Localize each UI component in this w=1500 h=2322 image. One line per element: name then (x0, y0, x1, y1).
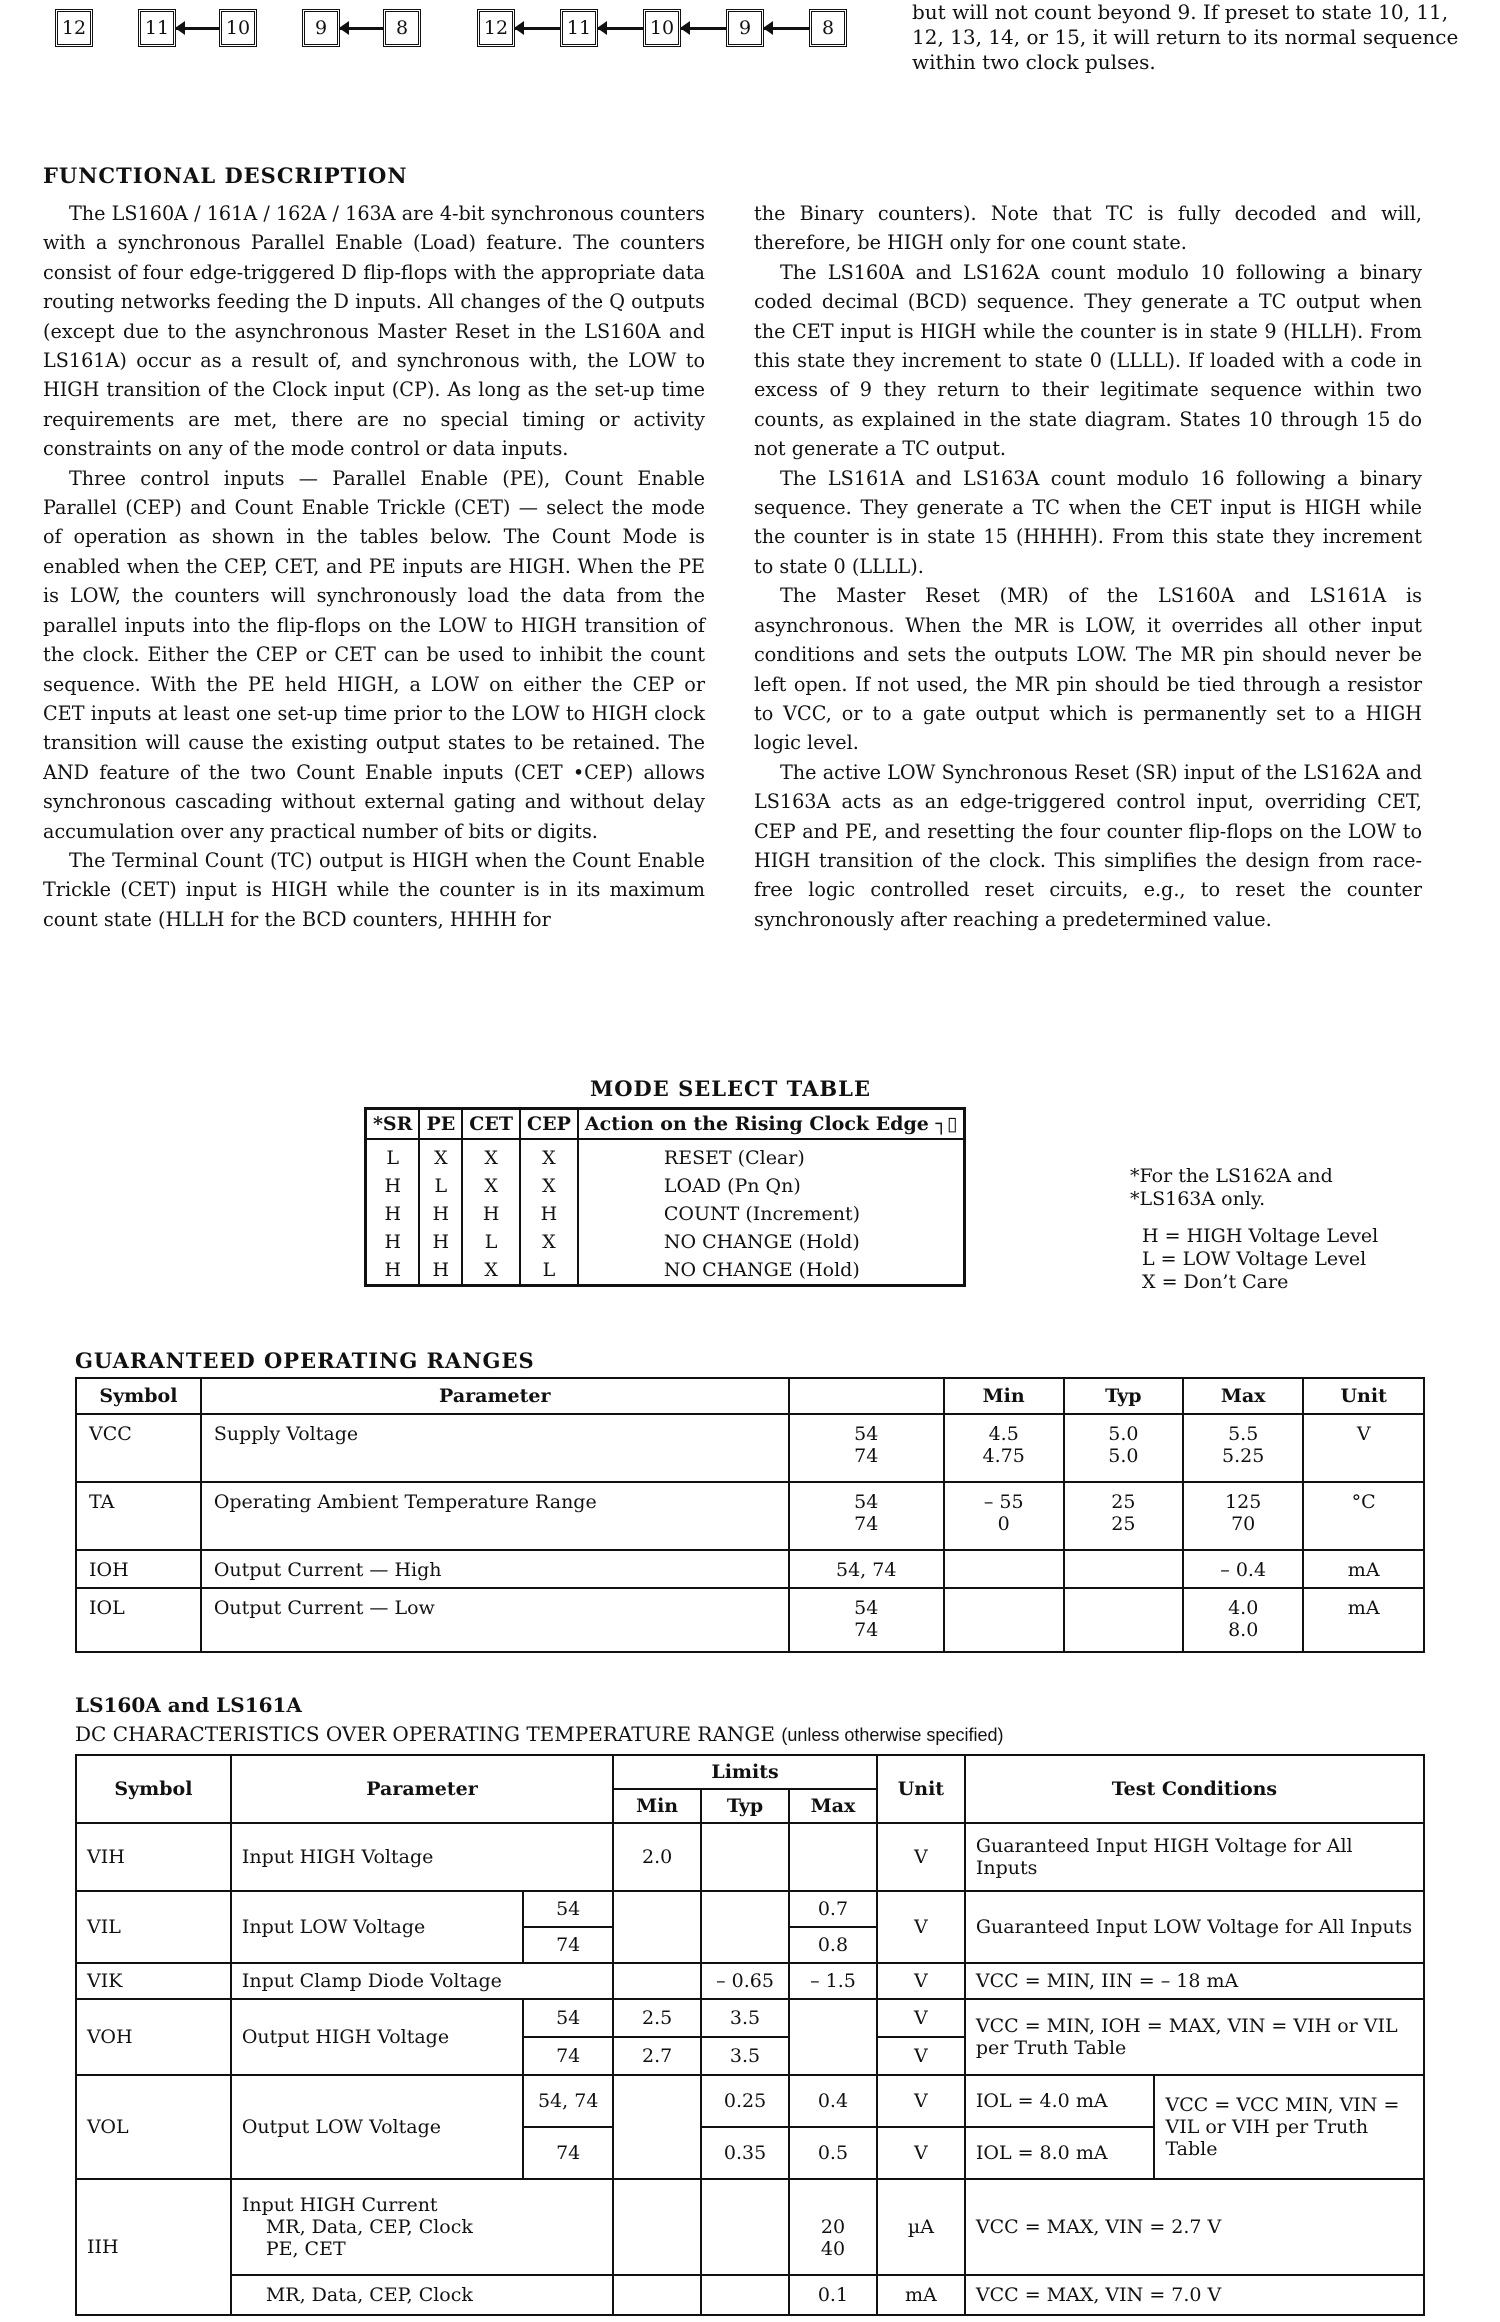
column-header: PE (419, 1109, 462, 1140)
table-row (76, 2075, 1424, 2127)
cell: H (419, 1200, 462, 1228)
state-box: 12 (55, 9, 93, 47)
cell (1064, 1550, 1183, 1588)
column-header (789, 1378, 944, 1414)
cell-line: 5.0 (1108, 1445, 1139, 1467)
cell (1064, 1482, 1183, 1550)
cell: Input HIGH Voltage (231, 1823, 613, 1891)
cell: Output Current — High (201, 1550, 789, 1588)
table-row (76, 1999, 1424, 2037)
footnote-line: *LS163A only. (1130, 1188, 1266, 1210)
cell (1064, 1588, 1183, 1652)
cell-line: 4.75 (982, 1445, 1025, 1467)
cell: 0.35 (701, 2127, 789, 2179)
paragraph: Three control inputs — Parallel Enable (PE), Count Enable Parallel (CEP) and Count Enable Trickle (CET) — select the mode of operation as shown in the tables below. The Count Mode is enabled when the CEP, CET, and PE inputs are HIGH. When the PE is LOW, the counters will synchronously load the data from the parallel inputs into the flip-flops on the LOW to HIGH transition of the clock. Either the CEP or CET can be used to inhibit the count sequence. With the PE held HIGH, a LOW on either the CEP or CET inputs at least one set-up time prior to the LOW to HIGH clock transition will cause the existing output states to be retained. The AND feature of the two Count Enable inputs (CET •CEP) allows synchronous cascading without external gating and without delay accumulation over any practical number of bits or digits. (43, 466, 705, 843)
state-arrow (764, 27, 809, 30)
table-row (76, 1414, 1424, 1482)
cell: V (877, 2037, 965, 2075)
column-header: Typ (1064, 1378, 1183, 1414)
cell (701, 1891, 789, 1963)
cell-line: 5.25 (1222, 1445, 1265, 1467)
cell: NO CHANGE (Hold) (578, 1256, 965, 1286)
cell-line: 74 (854, 1619, 879, 1641)
mode-select-table (364, 1107, 966, 1287)
cell: Supply Voltage (201, 1414, 789, 1482)
cell: TA (76, 1482, 201, 1550)
cell: 54 (523, 1891, 613, 1927)
cell-line: 54 (854, 1423, 879, 1445)
cell: 0.1 (789, 2275, 877, 2315)
cell: IOL = 4.0 mA (965, 2075, 1155, 2127)
dc-subtitle-text: DC CHARACTERISTICS OVER OPERATING TEMPERATURE RANGE (75, 1722, 775, 1746)
state-arrow (681, 27, 726, 30)
legend-line: H = HIGH Voltage Level (1142, 1225, 1379, 1247)
cell: V (1303, 1414, 1424, 1482)
cell-line: 74 (854, 1445, 879, 1467)
cell: COUNT (Increment) (578, 1200, 965, 1228)
cell (613, 2275, 701, 2315)
cell (701, 2275, 789, 2315)
cell-line: 4.5 (988, 1423, 1019, 1445)
column-header: *SR (366, 1109, 420, 1140)
column-header: Test Conditions (965, 1755, 1424, 1823)
dc-characteristics-table (75, 1754, 1425, 2316)
cell: 2.5 (613, 1999, 701, 2037)
cell (944, 1550, 1064, 1588)
cell (1183, 1414, 1303, 1482)
table-row (76, 1823, 1424, 1891)
state-box: 10 (643, 9, 681, 47)
cell: V (877, 1999, 965, 2037)
cell: °C (1303, 1482, 1424, 1550)
cell: V (877, 1891, 965, 1963)
state-box: 9 (726, 9, 764, 47)
cell: Input Clamp Diode Voltage (231, 1963, 613, 1999)
cell: Guaranteed Input HIGH Voltage for All Inputs (965, 1823, 1424, 1891)
description-right-column (754, 199, 1422, 934)
cell: VIH (76, 1823, 231, 1891)
cell (613, 2075, 701, 2179)
cell: VCC = MAX, VIN = 2.7 V (965, 2179, 1424, 2275)
cell (944, 1414, 1064, 1482)
cell (613, 1891, 701, 1963)
cell: V (877, 1823, 965, 1891)
column-header: Max (1183, 1378, 1303, 1414)
cell: X (462, 1172, 520, 1200)
top-note-line: 12, 13, 14, or 15, it will return to its normal sequence (912, 25, 1459, 49)
cell-line: 74 (854, 1513, 879, 1535)
cell: VCC = MIN, IOH = MAX, VIN = VIH or VIL per Truth Table (965, 1999, 1424, 2075)
column-header: Symbol (76, 1378, 201, 1414)
cell: H (366, 1200, 420, 1228)
cell: NO CHANGE (Hold) (578, 1228, 965, 1256)
state-box: 8 (383, 9, 421, 47)
cell: RESET (Clear) (578, 1139, 965, 1172)
cell (789, 1588, 944, 1652)
cell: LOAD (Pn Qn) (578, 1172, 965, 1200)
state-box: 12 (477, 9, 515, 47)
cell-line: 54 (854, 1491, 879, 1513)
column-header: Symbol (76, 1755, 231, 1823)
cell: H (520, 1200, 578, 1228)
state-box: 11 (138, 9, 176, 47)
cell: H (366, 1172, 420, 1200)
mode-legend (1142, 1225, 1378, 1294)
cell-line: 25 (1111, 1513, 1136, 1535)
cell (1064, 1414, 1183, 1482)
table-row (366, 1139, 965, 1172)
cell-line: 8.0 (1228, 1619, 1259, 1641)
cell: H (366, 1228, 420, 1256)
cell: MR, Data, CEP, Clock (231, 2275, 613, 2315)
cell (789, 1414, 944, 1482)
cell: L (520, 1256, 578, 1286)
cell: – 0.4 (1183, 1550, 1303, 1588)
cell: VCC = VCC MIN, VIN = VIL or VIH per Truth Table (1154, 2075, 1424, 2179)
cell-line: 25 (1111, 1491, 1136, 1513)
cell: – 0.65 (701, 1963, 789, 1999)
cell (944, 1588, 1064, 1652)
cell: L (366, 1139, 420, 1172)
cell (1183, 1588, 1303, 1652)
top-note-line: within two clock pulses. (912, 50, 1156, 74)
column-header: Limits (613, 1755, 877, 1789)
state-box: 9 (302, 9, 340, 47)
table-row (366, 1200, 965, 1228)
cell-line: 4.0 (1228, 1597, 1259, 1619)
state-box: 11 (560, 9, 598, 47)
cell: µA (877, 2179, 965, 2275)
paragraph: the Binary counters). Note that TC is fully decoded and will, therefore, be HIGH only for one count state. (754, 202, 1422, 255)
cell: X (520, 1228, 578, 1256)
column-header: Typ (701, 1789, 789, 1823)
cell (701, 2179, 789, 2275)
cell: mA (1303, 1588, 1424, 1652)
state-arrow (340, 27, 383, 30)
cell: 2.0 (613, 1823, 701, 1891)
cell: IOH (76, 1550, 201, 1588)
paragraph: The Terminal Count (TC) output is HIGH when the Count Enable Trickle (CET) input is HIGH while the counter is in its maximum count state (HLLH for the BCD counters, HHHH for (43, 848, 705, 931)
cell: Operating Ambient Temperature Range (201, 1482, 789, 1550)
cell: VCC = MIN, IIN = – 18 mA (965, 1963, 1424, 1999)
cell (789, 1482, 944, 1550)
cell: L (419, 1172, 462, 1200)
paragraph: The LS160A / 161A / 162A / 163A are 4-bit synchronous counters with a synchronous Parallel Enable (Load) feature. The counters consist of four edge-triggered D flip-flops with the appropriate data routing networks feeding the D inputs. All changes of the Q outputs (except due to the asynchronous Master Reset in the LS160A and LS161A) occur as a result of, and synchronous with, the LOW to HIGH transition of the Clock input (CP). As long as the set-up time requirements are met, there are no special timing or activity constraints on any of the mode control or data inputs. (43, 202, 705, 461)
cell: 0.25 (701, 2075, 789, 2127)
cell-line: 54 (854, 1597, 879, 1619)
footnote-line: *For the LS162A and (1130, 1165, 1333, 1187)
cell: X (462, 1256, 520, 1286)
cell: 54, 74 (523, 2075, 613, 2127)
cell: Output HIGH Voltage (231, 1999, 523, 2075)
cell: V (877, 1963, 965, 1999)
column-header: Parameter (201, 1378, 789, 1414)
cell (701, 1823, 789, 1891)
cell: VOL (76, 2075, 231, 2179)
legend-line: L = LOW Voltage Level (1142, 1248, 1367, 1270)
paragraph: The active LOW Synchronous Reset (SR) input of the LS162A and LS163A acts as an edge-triggered control input, overriding CET, CEP and PE, and resetting the four counter flip-flops on the LOW to HIGH transition of the clock. This simplifies the design from race-free logic controlled reset circuits, e.g., to reset the counter synchronously after reaching a predetermined value. (754, 760, 1422, 931)
cell-line: 0 (997, 1513, 1010, 1535)
cell (789, 1823, 877, 1891)
cell: VIK (76, 1963, 231, 1999)
cell: Guaranteed Input LOW Voltage for All Inputs (965, 1891, 1424, 1963)
paragraph: The LS160A and LS162A count modulo 10 following a binary coded decimal (BCD) sequence. They generate a TC output when the CET input is HIGH while the counter is in state 9 (HLLH). From this state they increment to state 0 (LLLL). If loaded with a code in excess of 9 they return to their legitimate sequence within two counts, as explained in the state diagram. States 10 through 15 do not generate a TC output. (754, 260, 1422, 461)
cell: 54 (523, 1999, 613, 2037)
cell: IOL (76, 1588, 201, 1652)
cell: 74 (523, 1927, 613, 1963)
table-row (366, 1228, 965, 1256)
column-header: CET (462, 1109, 520, 1140)
paragraph: The LS161A and LS163A count modulo 16 following a binary sequence. They generate a TC when the CET input is HIGH while the counter is in state 15 (HHHH). From this state they increment to state 0 (LLLL). (754, 466, 1422, 578)
cell: 3.5 (701, 1999, 789, 2037)
cell: H (419, 1228, 462, 1256)
section-heading: FUNCTIONAL DESCRIPTION (43, 163, 408, 188)
cell: 54, 74 (789, 1550, 944, 1588)
cell: H (366, 1256, 420, 1286)
table-row (76, 1588, 1424, 1652)
cell: IIH (76, 2179, 231, 2315)
table-row (76, 1550, 1424, 1588)
cell: X (419, 1139, 462, 1172)
cell: VOH (76, 1999, 231, 2075)
cell: – 1.5 (789, 1963, 877, 1999)
top-note-line: but will not count beyond 9. If preset to state 10, 11, (912, 0, 1449, 24)
cell: 0.8 (789, 1927, 877, 1963)
cell: IOL = 8.0 mA (965, 2127, 1155, 2179)
cell-line: 125 (1225, 1491, 1262, 1513)
cell (789, 2179, 877, 2275)
table-row (366, 1172, 965, 1200)
cell: H (419, 1256, 462, 1286)
cell: H (462, 1200, 520, 1228)
cell: X (462, 1139, 520, 1172)
rising-edge-icon: ┐▯ (935, 1113, 958, 1135)
cell: 2.7 (613, 2037, 701, 2075)
table-row (76, 1891, 1424, 1927)
table-row (76, 1963, 1424, 1999)
top-note (912, 0, 1492, 75)
cell: V (877, 2075, 965, 2127)
dc-subtitle-note: (unless otherwise specified) (781, 1725, 1004, 1745)
state-arrow (515, 27, 560, 30)
column-header: Parameter (231, 1755, 613, 1823)
cell-line: Input HIGH Current (241, 2194, 438, 2216)
cell (613, 2179, 701, 2275)
cell (231, 2179, 613, 2275)
cell-line: 5.5 (1228, 1423, 1259, 1445)
table-row (76, 2179, 1424, 2275)
column-header: Unit (1303, 1378, 1424, 1414)
column-header: Min (613, 1789, 701, 1823)
column-header: Min (944, 1378, 1064, 1414)
column-header: Unit (877, 1755, 965, 1823)
state-arrow (598, 27, 643, 30)
cell-line: MR, Data, CEP, Clock (265, 2216, 473, 2238)
cell: mA (877, 2275, 965, 2315)
cell (789, 1999, 877, 2075)
cell: Output LOW Voltage (231, 2075, 523, 2179)
cell: V (877, 2127, 965, 2179)
column-header-label: Action on the Rising Clock Edge (584, 1113, 929, 1135)
state-box: 10 (219, 9, 257, 47)
state-arrow (176, 27, 219, 30)
cell: X (520, 1139, 578, 1172)
paragraph: The Master Reset (MR) of the LS160A and LS161A is asynchronous. When the MR is LOW, it overrides all other input conditions and sets the outputs LOW. The MR pin should never be left open. If not used, the MR pin should be tied through a resistor to VCC, or to a gate output which is permanently set to a HIGH logic level. (754, 584, 1422, 755)
mode-table-title: MODE SELECT TABLE (590, 1076, 871, 1101)
state-box: 8 (809, 9, 847, 47)
description-left-column (43, 199, 705, 934)
cell: mA (1303, 1550, 1424, 1588)
cell: 74 (523, 2037, 613, 2075)
dc-title: LS160A and LS161A (75, 1693, 302, 1717)
cell (613, 1963, 701, 1999)
cell (1183, 1482, 1303, 1550)
cell-line: – 55 (983, 1491, 1024, 1513)
column-header: Max (789, 1789, 877, 1823)
cell-line: PE, CET (265, 2238, 346, 2260)
column-header (578, 1109, 965, 1140)
cell-line: 40 (820, 2238, 846, 2260)
cell: VCC (76, 1414, 201, 1482)
cell: Output Current — Low (201, 1588, 789, 1652)
table-row (76, 2275, 1424, 2315)
cell: 0.4 (789, 2075, 877, 2127)
cell: Input LOW Voltage (231, 1891, 523, 1963)
cell: VIL (76, 1891, 231, 1963)
table-row (76, 1482, 1424, 1550)
cell (944, 1482, 1064, 1550)
operating-ranges-title: GUARANTEED OPERATING RANGES (75, 1348, 535, 1373)
cell: 74 (523, 2127, 613, 2179)
cell: 3.5 (701, 2037, 789, 2075)
cell: X (520, 1172, 578, 1200)
cell-line: 5.0 (1108, 1423, 1139, 1445)
operating-ranges-table (75, 1377, 1425, 1653)
cell: VCC = MAX, VIN = 7.0 V (965, 2275, 1424, 2315)
cell: L (462, 1228, 520, 1256)
cell: 0.5 (789, 2127, 877, 2179)
table-row (366, 1256, 965, 1286)
mode-footnote (1130, 1165, 1333, 1211)
cell: 0.7 (789, 1891, 877, 1927)
dc-subtitle (75, 1722, 1003, 1746)
cell-line: 70 (1231, 1513, 1256, 1535)
column-header: CEP (520, 1109, 578, 1140)
cell-line: 20 (820, 2216, 846, 2238)
legend-line: X = Don’t Care (1142, 1271, 1289, 1293)
